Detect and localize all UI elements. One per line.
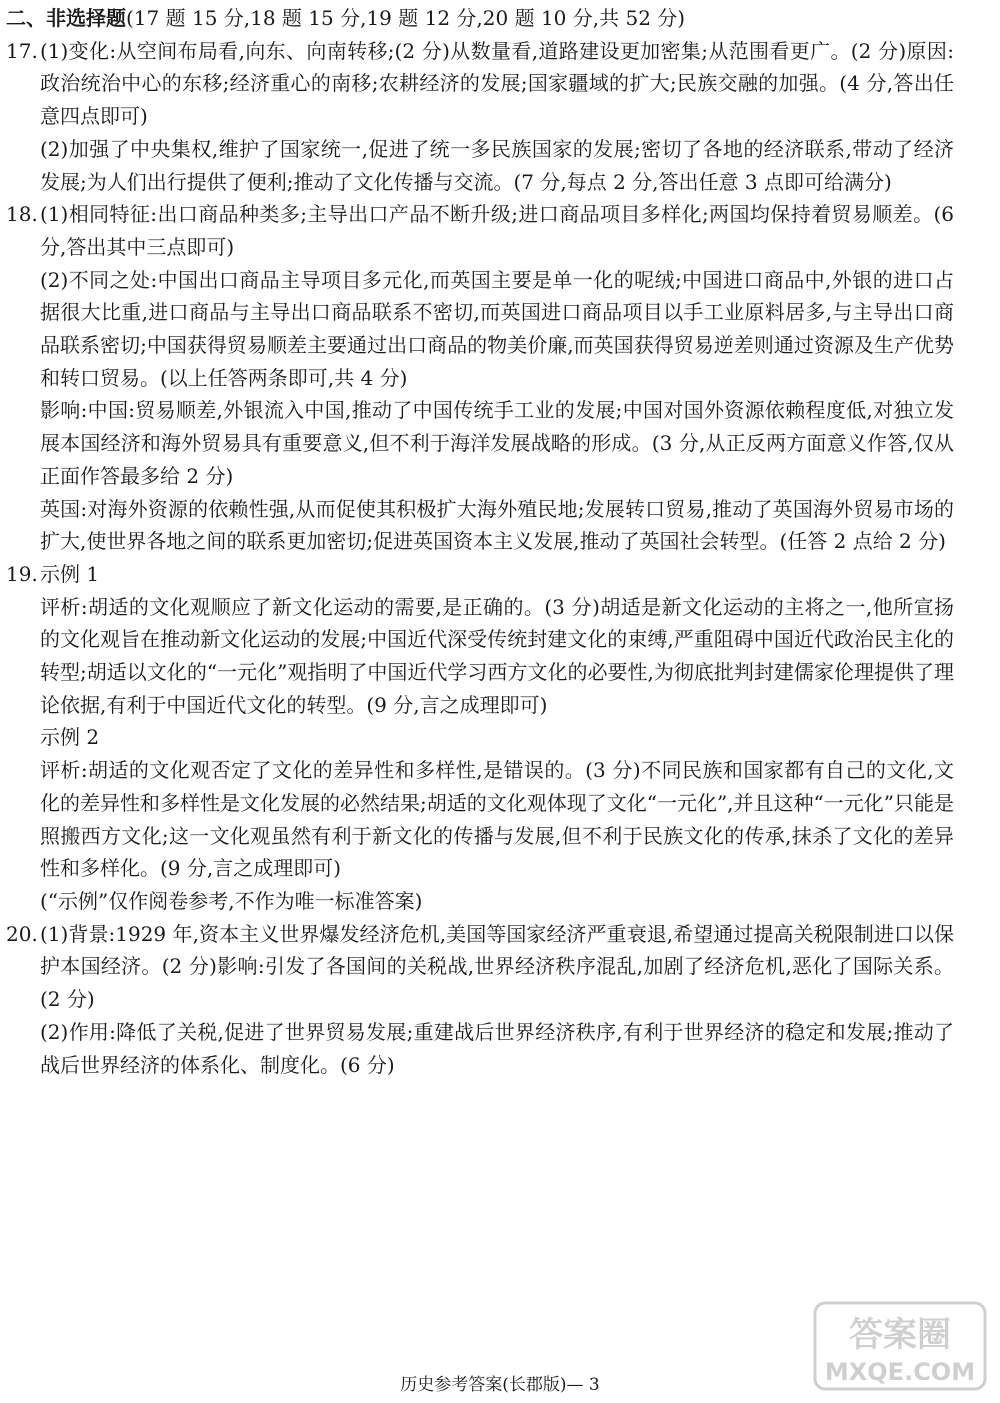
- section-title-bold: 二、非选择题: [6, 6, 126, 30]
- question-number: 17.: [6, 38, 38, 63]
- answer-paragraph: (1)背景:1929 年,资本主义世界爆发经济危机,美国等国家经济严重衰退,希望通过提高关税限制进口以保护本国经济。(2 分)影响:引发了各国间的关税战,世界经济秩序混乱,加剧了经济危机,恶化了国际关系。(2 分): [40, 921, 954, 1012]
- question-18: [6, 198, 954, 558]
- answer-paragraph: (1)变化:从空间布局看,向东、向南转移;(2 分)从数量看,道路建设更加密集;从范围看更广。(2 分)原因:政治统治中心的东移;经济重心的南移;农耕经济的发展;国家疆域的扩大;民族交融的加强。(4 分,答出任意四点即可): [40, 38, 954, 129]
- answer-page: [6, 2, 954, 1081]
- example-label: 示例 1: [40, 561, 100, 586]
- question-20: [6, 918, 954, 1082]
- answer-paragraph: (2)不同之处:中国出口商品主导项目多元化,而英国主要是单一化的呢绒;中国进口商品中,外银的进口占据很大比重,进口商品与主导出口商品联系不密切,而英国进口商品项目以手工业原料居多,与主导出口商品联系密切;中国获得贸易顺差主要通过出口商品的物美价廉,而英国获得贸易逆差则通过资源及生产优势和转口贸易。(以上任答两条即可,共 4 分): [40, 267, 954, 390]
- question-number: 18.: [6, 202, 38, 227]
- answer-paragraph: (2)加强了中央集权,维护了国家统一,促进了统一多民族国家的发展;密切了各地的经济联系,带动了经济发展;为人们出行提供了便利;推动了文化传播与交流。(7 分,每点 2 分,答出任意 3 点即可给满分): [40, 136, 954, 194]
- section-title-scoring: (17 题 15 分,18 题 15 分,19 题 12 分,20 题 10 分,共 52 分): [126, 6, 686, 30]
- answer-paragraph: 评析:胡适的文化观顺应了新文化运动的需要,是正确的。(3 分)胡适是新文化运动的主将之一,他所宣扬的文化观旨在推动新文化运动的发展;中国近代深受传统封建文化的束缚,严重阻碍中国近代政治民主化的转型;胡适以文化的“一元化”观指明了中国近代学习西方文化的必要性,为彻底批判封建儒家伦理提供了理论依据,有利于中国近代文化的转型。(9 分,言之成理即可): [40, 594, 954, 717]
- question-19: [6, 558, 954, 918]
- grading-note: (“示例”仅作阅卷参考,不作为唯一标准答案): [40, 888, 423, 913]
- watermark-logo: [812, 1300, 988, 1392]
- question-17: [6, 35, 954, 199]
- answer-paragraph: (1)相同特征:出口商品种类多;主导出口产品不断升级;进口商品项目多样化;两国均保持着贸易顺差。(6 分,答出其中三点即可): [40, 202, 954, 259]
- answer-paragraph: 评析:胡适的文化观否定了文化的差异性和多样性,是错误的。(3 分)不同民族和国家都有自己的文化,文化的差异性和多样性是文化发展的必然结果;胡适的文化观体现了文化“一元化”,并且这种“一元化”只能是照搬西方文化;这一文化观虽然有利于新文化的传播与发展,但不利于民族文化的传承,抹杀了文化的差异性和多样化。(9 分,言之成理即可): [40, 758, 954, 881]
- section-heading: [6, 2, 954, 35]
- question-number: 19.: [6, 561, 38, 586]
- example-label: 示例 2: [40, 725, 100, 750]
- watermark-line1: 答案圈: [849, 1315, 951, 1355]
- answer-paragraph: 影响:中国:贸易顺差,外银流入中国,推动了中国传统手工业的发展;中国对国外资源依赖程度低,对独立发展本国经济和海外贸易具有重要意义,但不利于海洋发展战略的形成。(3 分,从正反两方面意义作答,仅从正面作答最多给 2 分): [40, 398, 954, 488]
- watermark-logo-graphic: [812, 1300, 988, 1392]
- question-number: 20.: [6, 921, 38, 946]
- answer-paragraph: (2)作用:降低了关税,促进了世界贸易发展;重建战后世界经济秩序,有利于世界经济的稳定和发展;推动了战后世界经济的体系化、制度化。(6 分): [40, 1019, 954, 1077]
- page-footer: 历史参考答案(长郡版)— 3: [400, 1375, 600, 1395]
- answer-paragraph: 英国:对海外资源的依赖性强,从而促使其积极扩大海外殖民地;发展转口贸易,推动了英国海外贸易市场的扩大,使世界各地之间的联系更加密切;促进英国资本主义发展,推动了英国社会转型。(任答 2 点给 2 分): [40, 496, 954, 554]
- watermark-line2: MXQE.COM: [824, 1358, 976, 1386]
